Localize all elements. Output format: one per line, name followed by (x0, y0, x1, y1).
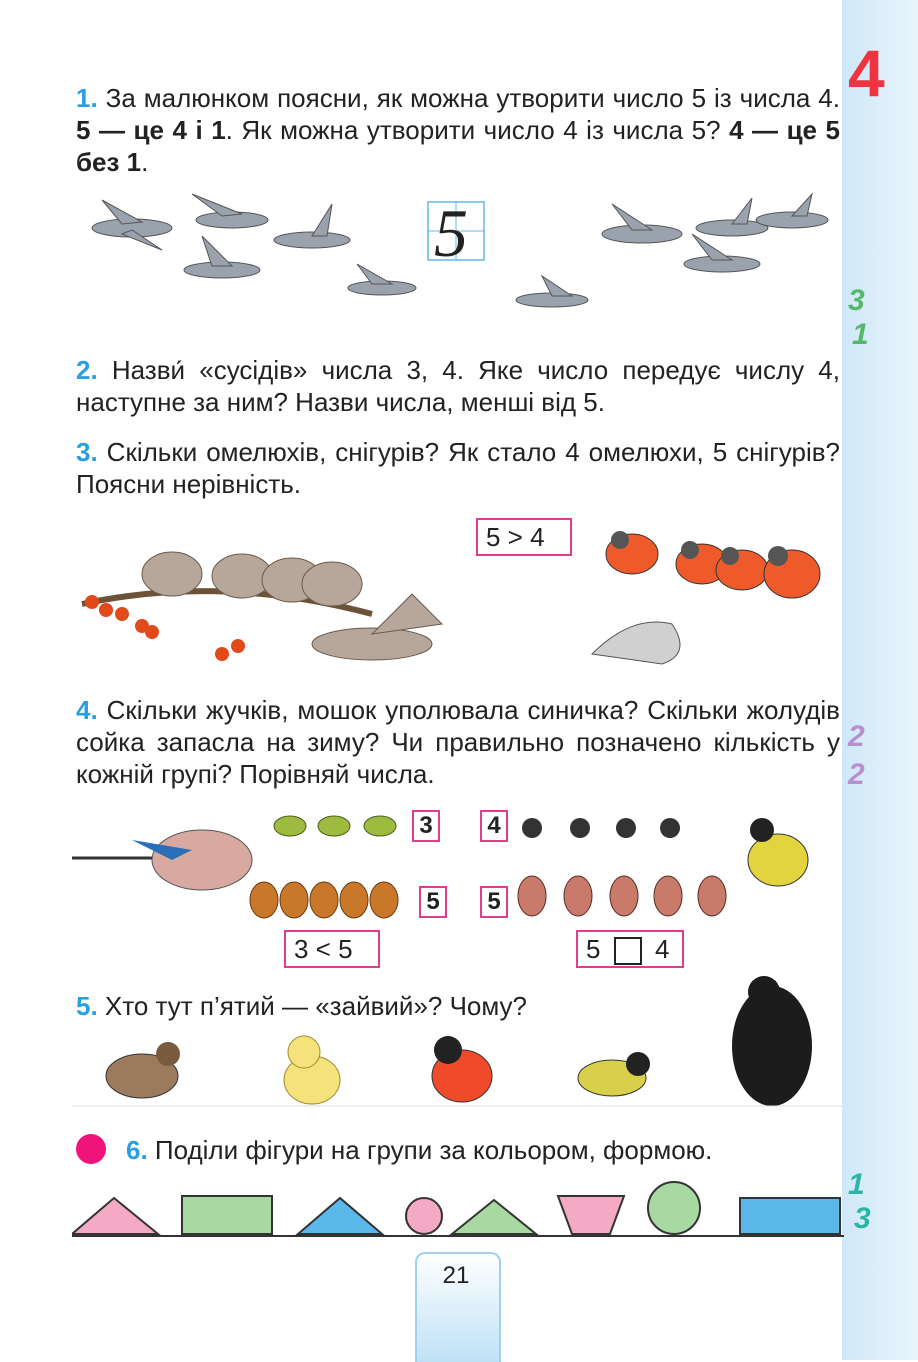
digit-five: 5 (434, 195, 468, 271)
task-text: Поділи фігури на групи за кольором, формою. (147, 1135, 713, 1165)
task-bold-text: 4 — це 5 без 1 (76, 115, 840, 177)
birds-odd-one-out-illustration (72, 966, 842, 1116)
sparrow-icon (106, 1042, 180, 1098)
comparison-box-left: 3 < 5 (284, 930, 380, 968)
flying-geese-illustration (72, 190, 842, 335)
task-text: За малюнком поясни, як можна утворити число 5 із числа 4. (97, 83, 840, 113)
green-rectangle[interactable] (182, 1196, 272, 1234)
lesson-number: 4 (848, 36, 885, 110)
task-1 (76, 82, 840, 178)
page-sidebar (842, 0, 918, 1360)
margin-number: 2 (848, 758, 865, 791)
task-number: 3. (76, 437, 98, 467)
task-number: 4. (76, 695, 98, 725)
creative-task-dot (76, 1134, 106, 1164)
count-box-beetles: 5 (480, 886, 508, 918)
comparison-value: 5 (586, 934, 601, 964)
inequality-box: 5 > 4 (476, 518, 572, 556)
task-text: Назви́ «сусідів» числа 3, 4. Яке число передує числу 4, наступне за ним? Назви числа, менші від 5. (76, 355, 840, 417)
comparison-box-right (576, 930, 684, 968)
task-text: Хто тут п’ятий — «зайвий»? Чому? (97, 991, 528, 1021)
count-box-green-acorns: 3 (412, 810, 440, 842)
crow-icon (732, 976, 812, 1106)
chick-icon (284, 1036, 340, 1104)
jay-icon (72, 830, 252, 890)
waxwings-bullfinches-illustration (72, 514, 842, 684)
margin-number: 1 (848, 1168, 865, 1201)
green-circle[interactable] (648, 1182, 700, 1234)
jay-tit-acorns-insects-illustration (72, 800, 842, 930)
task-number: 2. (76, 355, 98, 385)
shapes-row (72, 1176, 844, 1238)
blue-rectangle[interactable] (740, 1198, 840, 1234)
task-number: 6. (126, 1135, 148, 1165)
count-box-brown-acorns: 5 (419, 886, 447, 918)
task-bold-text: 5 — це 4 і 1 (76, 115, 226, 145)
tit-icon (748, 818, 808, 886)
count-box-flies: 4 (480, 810, 508, 842)
task-4 (76, 694, 840, 790)
green-triangle[interactable] (452, 1200, 536, 1234)
task-6 (126, 1134, 840, 1166)
blue-triangle[interactable] (298, 1198, 382, 1234)
margin-number: 2 (848, 720, 865, 753)
pink-small-circle[interactable] (406, 1198, 442, 1234)
page-number: 21 (442, 1262, 470, 1289)
pink-trapezoid[interactable] (558, 1196, 624, 1234)
margin-number: 3 (854, 1202, 871, 1235)
margin-number: 1 (852, 318, 869, 351)
task-number: 1. (76, 83, 98, 113)
comparison-value: 4 (654, 934, 670, 964)
task-3 (76, 436, 840, 500)
task-text: Скільки жучків, мошок уполювала синичка? Скільки жолудів сойка запасла на зиму? Чи правильно позначено кількість у кожній групі? Порівняй числа. (76, 695, 840, 789)
bullfinch-icon (432, 1036, 492, 1102)
task-number: 5. (76, 991, 98, 1021)
margin-number: 3 (848, 284, 865, 317)
task-2 (76, 354, 840, 418)
answer-square[interactable] (614, 937, 642, 965)
pink-triangle[interactable] (72, 1198, 158, 1234)
great-tit-icon (578, 1052, 650, 1096)
task-text: . Як можна утворити число 4 із числа 5? (225, 115, 730, 145)
task-text: Скільки омелюхів, снігурів? Як стало 4 омелюхи, 5 снігурів? Поясни нерівність. (76, 437, 840, 499)
task-text: . (141, 147, 149, 177)
